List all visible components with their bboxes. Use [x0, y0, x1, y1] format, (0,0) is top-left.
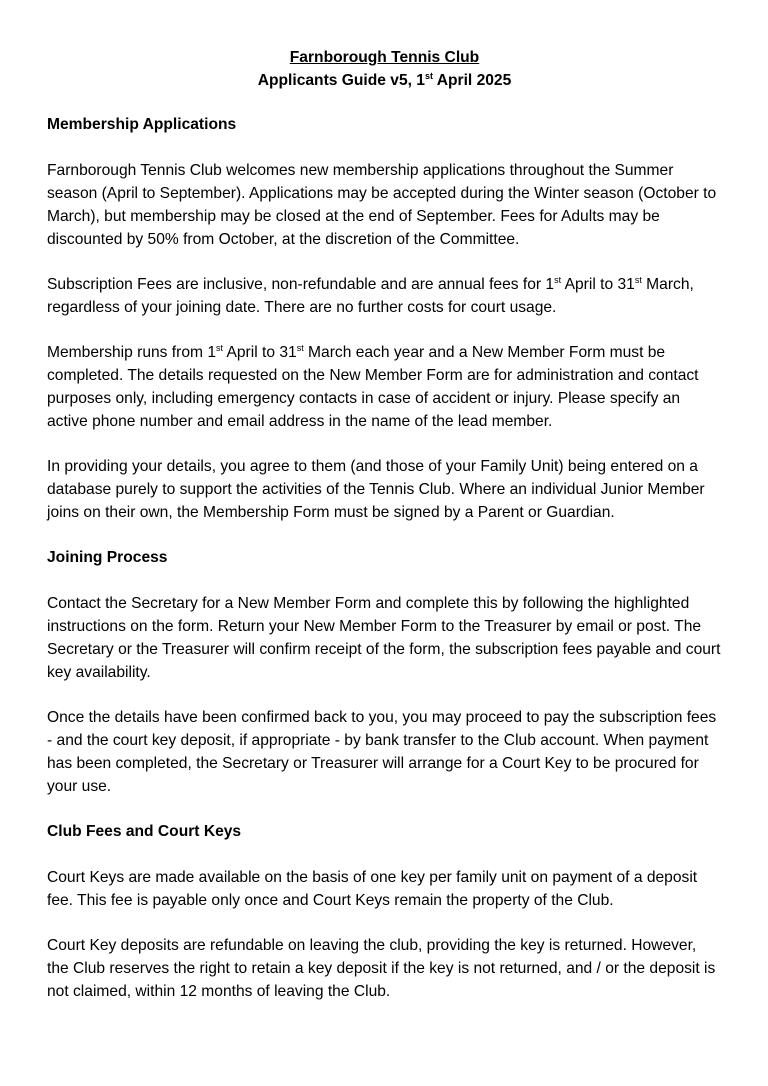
paragraph: Farnborough Tennis Club welcomes new membership applications throughout the Summer season (April to September). Applications may be accepted during the Winter season (October to March), but membership may be closed at the end of September. Fees for Adults may be discounted by 50% from October, at the discretion of the Committee.	[47, 162, 717, 248]
superscript: st	[216, 343, 224, 353]
title-block	[47, 46, 722, 92]
text-run: April to 31	[561, 276, 635, 293]
section-membership-applications	[47, 113, 722, 524]
superscript: st	[296, 343, 304, 353]
paragraph: In providing your details, you agree to them (and those of your Family Unit) being entered on a database purely to support the activities of the Tennis Club. Where an individual Junior Member joins on their own, the Membership Form must be signed by a Parent or Guardian.	[47, 458, 705, 521]
paragraph: Contact the Secretary for a New Member Form and complete this by following the highlighted instructions on the form. Return your New Member Form to the Treasurer by email or post. The Secretary or the Treasurer will confirm receipt of the form, the subscription fees payable and court key availability.	[47, 595, 721, 681]
subtitle-superscript: st	[424, 71, 433, 81]
superscript: st	[554, 275, 562, 285]
section-joining-process	[47, 546, 722, 798]
text-run: March each year and a New Member Form must be completed. The details requested on the New Member Form are for administration and contact purposes only, including emergency contacts in case of accident or injury. Please specify an active phone number and email address in the name of the lead member.	[47, 344, 699, 430]
subtitle-date: April 2025	[432, 72, 512, 89]
text-run: March, regardless of your joining date. There are no further costs for court usage.	[47, 276, 694, 316]
paragraph	[47, 273, 722, 319]
text-run: Membership runs from 1	[47, 344, 216, 361]
superscript: st	[634, 275, 642, 285]
paragraph: Court Keys are made available on the basis of one key per family unit on payment of a deposit fee. This fee is payable only once and Court Keys remain the property of the Club.	[47, 869, 698, 909]
section-heading: Joining Process	[47, 549, 168, 566]
section-club-fees-and-court-keys	[47, 820, 722, 1003]
section-heading: Membership Applications	[47, 116, 237, 133]
section-heading: Club Fees and Court Keys	[47, 823, 242, 840]
paragraph: Once the details have been confirmed back to you, you may proceed to pay the subscription fees - and the court key deposit, if appropriate - by bank transfer to the Club account. When payment has been completed, the Secretary or Treasurer will arrange for a Court Key to be procured for your use.	[47, 709, 717, 795]
text-run: April to 31	[223, 344, 297, 361]
text-run: Subscription Fees are inclusive, non-refundable and are annual fees for 1	[47, 276, 555, 293]
paragraph	[47, 341, 722, 433]
paragraph: Court Key deposits are refundable on leaving the club, providing the key is returned. However, the Club reserves the right to retain a key deposit if the key is not returned, and / or the deposit is not claimed, within 12 months of leaving the Club.	[47, 937, 716, 1000]
subtitle-text: Applicants Guide v5, 1	[257, 72, 425, 89]
document-title: Farnborough Tennis Club	[289, 49, 480, 66]
document-subtitle	[47, 69, 722, 92]
